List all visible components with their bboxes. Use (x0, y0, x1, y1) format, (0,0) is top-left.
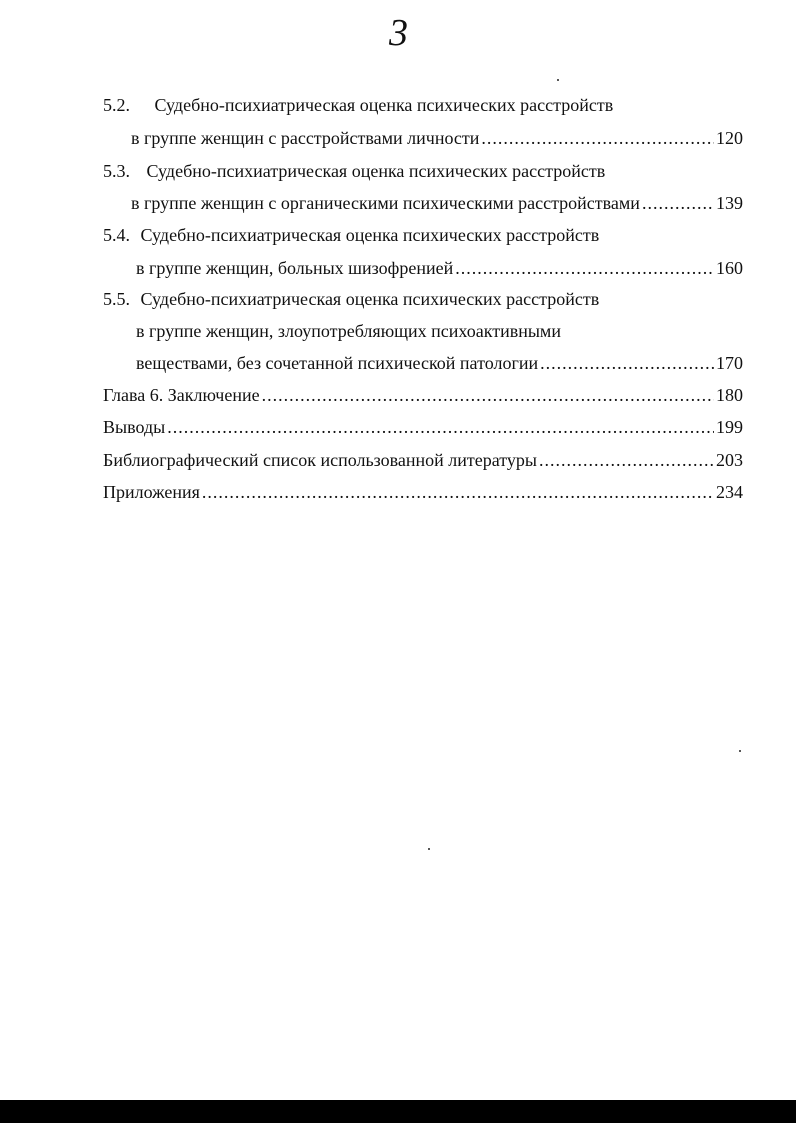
toc-entry-chapter-6 (103, 383, 743, 407)
toc-entry-5-3-line-1 (103, 159, 605, 183)
toc-entry-title-continued: в группе женщин, злоупотребляющих психоактивными (136, 321, 561, 341)
scan-speck (739, 750, 741, 752)
toc-page-number: 199 (716, 417, 743, 437)
scan-speck (428, 848, 430, 850)
toc-entry-conclusions (103, 415, 743, 439)
toc-entry-5-5-line-1 (103, 287, 599, 311)
toc-page-number: 170 (716, 353, 743, 373)
toc-page-number: 139 (716, 193, 743, 213)
toc-entry-title: Приложения (103, 482, 200, 502)
dot-leader (540, 351, 714, 375)
toc-entry-5-2-line-2 (131, 126, 743, 150)
toc-page-number: 180 (716, 385, 743, 405)
toc-entry-bibliography (103, 448, 743, 472)
toc-entry-title: Судебно-психиатрическая оценка психических расстройств (146, 161, 606, 181)
toc-page-number: 203 (716, 450, 743, 470)
dot-leader (539, 448, 714, 472)
toc-entry-title: Глава 6. Заключение (103, 385, 260, 405)
dot-leader (262, 383, 714, 407)
toc-entry-title-continued: веществами, без сочетанной психической патологии (136, 353, 539, 373)
toc-entry-title: Судебно-психиатрическая оценка психических расстройств (140, 225, 600, 245)
toc-entry-title: Судебно-психиатрическая оценка психических расстройств (154, 95, 614, 115)
toc-entry-title-continued: в группе женщин с расстройствами личности (131, 128, 480, 148)
toc-entry-5-3-line-2 (131, 191, 743, 215)
toc-entry-number: 5.5. (103, 289, 130, 309)
dot-leader (642, 191, 714, 215)
scan-speck (557, 79, 559, 81)
dot-leader (167, 415, 714, 439)
toc-page-number: 120 (716, 128, 743, 148)
toc-entry-title-continued: в группе женщин с органическими психическими расстройствами (131, 193, 640, 213)
toc-entry-5-5-line-2 (136, 319, 561, 343)
toc-entry-appendices (103, 480, 743, 504)
toc-entry-5-4-line-1 (103, 223, 599, 247)
toc-entry-number: 5.3. (103, 161, 130, 181)
dot-leader (481, 126, 714, 150)
toc-entry-5-2-line-1 (103, 93, 613, 117)
toc-page-number: 234 (716, 482, 743, 502)
scan-bottom-edge (0, 1100, 796, 1123)
toc-entry-title: Судебно-психиатрическая оценка психических расстройств (140, 289, 600, 309)
toc-entry-5-5-line-3 (136, 351, 743, 375)
toc-entry-title: Выводы (103, 417, 166, 437)
page-number: 3 (389, 12, 408, 54)
toc-page-number: 160 (716, 258, 743, 278)
dot-leader (455, 256, 714, 280)
toc-entry-title-continued: в группе женщин, больных шизофренией (136, 258, 454, 278)
toc-entry-number: 5.2. (103, 95, 130, 115)
toc-entry-number: 5.4. (103, 225, 130, 245)
toc-entry-title: Библиографический список использованной литературы (103, 450, 538, 470)
toc-entry-5-4-line-2 (136, 256, 743, 280)
dot-leader (202, 480, 714, 504)
